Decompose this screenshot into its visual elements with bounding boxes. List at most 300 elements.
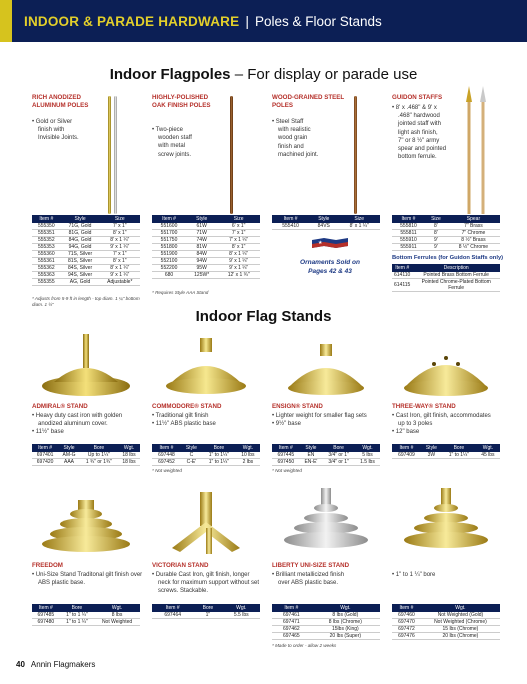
table-header-cell: Wgt. [421,604,500,612]
table-cell: 555811 [392,230,425,237]
stand-desc-victorian [152,571,270,596]
table-header-row [152,215,260,223]
desc-line: • Uni-Size Stand Traditonal gilt finish over [32,572,143,578]
page-header [0,0,527,42]
table-row [152,237,260,244]
table-header-cell: Bore [193,604,222,612]
table-row [32,459,140,466]
header-subsection: Poles & Floor Stands [254,13,382,29]
desc-line: wood grain [278,135,308,142]
desc-line: • Two-piece [152,127,184,133]
table-cell: 8' x 1 ¼" [100,265,140,272]
table-header-cell: Size [100,215,140,223]
table-cell: 9' [425,237,447,244]
table-cell: 555353 [32,244,61,251]
page-footer [16,660,95,669]
table-cell: 1" to 1¼" [202,459,236,466]
table-cell: 94G, Gold [61,244,100,251]
table-cell: 614115 [392,279,412,292]
table-cell: 2 lbs [236,459,260,466]
table-cell: 9' [425,244,447,251]
note-oak: * Requires Style AAA Stand [152,290,209,295]
table-header-cell: Bore [322,444,355,452]
table-header-row [272,215,380,223]
liberty-gold-stand-image [392,488,500,558]
pole-desc-steel [272,118,342,159]
badge-line1: Ornaments Sold on [300,259,360,266]
table-cell: 555362 [32,265,61,272]
table-header-cell: Style [58,444,80,452]
desc-line: • 1" to 1 ¼" bore [392,572,436,578]
table-header-cell: Size [425,215,447,223]
table-guidon [392,215,500,251]
table-cell: 9' x 1 ¼" [100,272,140,279]
desc-line: screws. Stackable. [158,588,209,595]
liberty-stand-image [272,488,380,558]
desc-line: • Steel Staff [272,119,304,125]
desc-line: up to 3 poles [398,421,433,428]
poles-heading [0,66,527,83]
poles-heading-subtitle: – For display or parade use [234,66,418,83]
desc-line: spear and pointed [398,146,447,153]
table-header-cell: Item # [152,215,186,223]
desc-line: • Cast Iron, gilt finish, accommodates [392,413,491,419]
oak-pole-image [230,96,233,214]
table-cell: 94S, Silver [61,272,100,279]
table-cell: Up to 1¼" [80,452,118,459]
table-cell: 18 lbs [118,459,140,466]
note-commodore: * Not weighted [152,468,182,473]
table-header-cell: Item # [272,215,309,223]
table-cell: 8' [425,223,447,230]
flag-ornament-icon [312,236,348,250]
pole-title-oak: HIGHLY-POLISHED OAK FINISH POLES [152,94,211,109]
pole-desc-oak [152,126,222,159]
table-cell: 697401 [32,452,58,459]
table-header-cell: Item # [32,604,60,612]
table-row [32,237,140,244]
table-cell: 555910 [392,237,425,244]
table-cell: Not Weighted [94,619,140,626]
table-cell: 6' x 1" [217,223,260,230]
table-row [392,272,500,279]
table-cell: 8 lbs [94,612,140,619]
table-row [152,265,260,272]
table-header-cell: Style [421,444,442,452]
table-row [392,626,500,633]
table-ensign [272,444,380,466]
table-row [152,244,260,251]
desc-line: with metal [158,143,186,150]
table-header-cell: Item # [32,444,58,452]
table-cell: 697450 [272,459,300,466]
table-cell: 697460 [392,612,421,619]
table-cell: 1" to 1¼" [202,452,236,459]
victorian-stand-image [152,492,260,558]
poles-heading-title: Indoor Flagpoles [109,66,231,83]
table-row [32,279,140,286]
table-cell: 15 lbs (Chrome) [421,626,500,633]
guidon-spear-pole-image [462,86,476,214]
table-cell: 555410 [272,223,309,230]
table-cell: 697420 [32,459,58,466]
freedom-stand-image [32,492,140,558]
table-cell: 697476 [392,633,421,640]
header-separator: | [245,13,249,29]
table-cell: 555363 [32,272,61,279]
stand-title-ensign: ENSIGN® STAND [272,403,323,410]
table-header-cell: Wgt. [476,444,500,452]
table-cell: 3/4" or 1" [322,452,355,459]
desc-line: wooden staff [158,135,192,142]
badge-line2: Pages 42 & 43 [308,268,352,275]
table-cell: 81S, Silver [61,258,100,265]
table-cell: 8' [425,230,447,237]
table-cell: 680 [152,272,186,279]
table-cell: 8' x 1" [100,230,140,237]
table-row [392,237,500,244]
table-header-cell: Wgt. [94,604,140,612]
table-cell: 15lbs (King) [311,626,380,633]
table-cell: 81G, Gold [61,230,100,237]
table-cell: 1.5 lbs [355,459,380,466]
table-header-cell: Item # [152,604,193,612]
stand-desc-liberty-bore [392,571,510,579]
table-cell: 555352 [32,237,61,244]
table-three-way [392,444,500,459]
table-header-cell: Wgt. [355,444,380,452]
desc-line: • Lighter weight for smaller flag sets [272,413,367,419]
stand-desc-liberty [272,571,390,587]
table-cell: 555355 [32,279,61,286]
table-header-row [32,604,140,612]
stand-desc-commodore [152,412,270,428]
svg-text:★: ★ [318,240,323,246]
stand-title-three-way: THREE-WAY® STAND [392,403,456,410]
table-header-cell: Item # [152,444,181,452]
table-commodore [152,444,260,466]
table-cell: 84W [186,251,217,258]
table-header-row [392,215,500,223]
desc-line: • 11½" ABS plastic base [152,421,216,428]
table-cell: 697472 [392,626,421,633]
footer-brand: Annin Flagmakers [30,660,96,669]
stand-desc-freedom [32,571,150,587]
table-cell: 10 lbs [236,452,260,459]
table-cell: 8' x 1" [217,244,260,251]
table-cell: 7' x 1 ¼" [217,237,260,244]
table-cell: 697480 [32,619,60,626]
table-header-cell: Style [61,215,100,223]
stand-title-freedom: FREEDOM [32,562,63,569]
table-cell: 1 ¾" or 1¾" [80,459,118,466]
ensign-stand-image [272,340,380,400]
table-header-cell: Description [412,264,500,272]
table-cell: 697470 [392,619,421,626]
stand-desc-three-way [392,412,510,437]
table-header-cell: Item # [392,444,421,452]
table-cell: 8' x 1 ¼" [100,237,140,244]
table-cell: 697462 [272,626,311,633]
table-cell: 45 lbs [476,452,500,459]
table-row [272,459,380,466]
table-cell: 555360 [32,251,61,258]
table-row [152,251,260,258]
pole-desc-aluminum [32,118,102,143]
table-cell: 71G, Gold [61,223,100,230]
table-cell: 1" [193,612,222,619]
table-header-cell: Spear [447,215,500,223]
table-row [32,244,140,251]
page-number: 40 [16,660,25,669]
table-cell: Not Weighted (Gold) [421,612,500,619]
table-header-row [392,604,500,612]
note-liberty: * Made to order - allow 2 weeks [272,643,337,648]
table-row [32,619,140,626]
table-cell: 5.5 lbs [223,612,261,619]
desc-line: • 11½" base [32,429,64,436]
table-cell: 1" to 1 ¼" [60,619,94,626]
table-row [272,626,380,633]
table-header-cell: Bore [202,444,236,452]
table-cell: 84S, Silver [61,265,100,272]
table-row [392,633,500,640]
table-cell: 8 ½" Chrome [447,244,500,251]
table-steel [272,215,380,230]
table-header-row [392,264,500,272]
table-cell: 7" Brass [447,223,500,230]
desc-line: bottom ferrule. [398,154,437,161]
table-row [152,459,260,466]
table-cell: 8 lbs (Gold) [311,612,380,619]
note-ensign: * Not weighted [272,468,302,473]
table-row [152,272,260,279]
table-cell: Pointed Brass Bottom Ferrule [412,272,500,279]
desc-line: finish and [278,143,304,150]
table-header-cell: Wgt. [236,444,260,452]
stands-heading: Indoor Flag Stands [195,308,332,325]
desc-line: jointed staff with [398,121,441,128]
desc-line: 7" or 8 ½" army [398,137,440,144]
stand-title-victorian: VICTORIAN STAND [152,562,209,569]
table-cell: 84VS [309,223,338,230]
table-oak [152,215,260,279]
pole-title-aluminum: RICH ANODIZED ALUMINUM POLES [32,94,89,109]
desc-line: machined joint. [278,151,319,158]
table-cell: 551800 [152,244,186,251]
table-header-cell: Wgt. [311,604,380,612]
table-cell: 125W* [186,272,217,279]
table-cell: 61W [186,223,217,230]
table-header-row [152,604,260,612]
stand-title-liberty: LIBERTY UNI-SIZE STAND [272,562,350,569]
table-row [392,244,500,251]
table-cell: 71W [186,230,217,237]
gold-pole-image [108,96,111,214]
table-cell: 1" to 1¼" [442,452,476,459]
table-row [272,619,380,626]
desc-line: • Durable Cast Iron, gilt finish, longer [152,572,250,578]
desc-line: • 12" base [392,429,420,436]
table-cell: 697445 [272,452,300,459]
table-cell: 555911 [392,244,425,251]
table-cell: 74W [186,237,217,244]
three-way-stand-image [392,344,500,400]
table-header-row [32,444,140,452]
table-row [152,230,260,237]
table-cell: AM-G [58,452,80,459]
desc-line: • Heavy duty cast iron with golden [32,413,123,419]
table-cell: 81W [186,244,217,251]
table-header-cell: Item # [32,215,61,223]
table-cell: 551700 [152,230,186,237]
table-cell: 551900 [152,251,186,258]
desc-line: .468" hardwood [398,113,440,120]
guidon-chrome-pole-image [476,86,490,214]
table-cell: 555810 [392,223,425,230]
table-header-cell: Style [186,215,217,223]
table-row [152,258,260,265]
table-cell: 12' x 1 ¾" [217,272,260,279]
table-header-cell: Item # [392,604,421,612]
stand-desc-admiral [32,412,150,437]
header-section: INDOOR & PARADE HARDWARE [24,13,240,29]
table-cell: 95W [186,265,217,272]
table-header-cell: Size [217,215,260,223]
desc-line: • 9½" base [272,421,301,428]
table-cell: 8 ½" Brass [447,237,500,244]
desc-line: over ABS plastic base. [278,580,339,587]
pole-title-steel: WOOD-GRAINED STEEL POLES [272,94,345,109]
table-cell: 7' x 1" [100,223,140,230]
table-cell: 9' x 1 ¼" [217,265,260,272]
table-cell: 7' x 1" [100,251,140,258]
table-row [152,223,260,230]
table-cell: AAA [58,459,80,466]
table-row [32,272,140,279]
table-cell: 697452 [152,459,181,466]
table-header-row [32,215,140,223]
table-row [32,251,140,258]
silver-pole-image [114,96,117,214]
table-aluminum [32,215,140,286]
table-cell: 697448 [152,452,181,459]
table-cell: 8' x 1" [100,258,140,265]
table-header-cell: Bore [442,444,476,452]
table-cell: 20 lbs (Super) [311,633,380,640]
table-cell: Not Weighted (Chrome) [421,619,500,626]
table-freedom [32,604,140,626]
table-row [32,258,140,265]
table-ferrule [392,264,500,292]
pole-title-guidon: GUIDON STAFFS [392,94,443,101]
table-header-cell: Item # [272,604,311,612]
table-header-row [272,604,380,612]
table-row [152,612,260,619]
table-cell: 555351 [32,230,61,237]
table-row [32,230,140,237]
table-header-row [392,444,500,452]
table-cell: EN [300,452,323,459]
table-admiral [32,444,140,466]
table-cell: 614110 [394,272,411,278]
table-cell: 552100 [152,258,186,265]
table-cell: 5 lbs [355,452,380,459]
table-cell: 697464 [152,612,193,619]
table-cell: 555361 [32,258,61,265]
stand-title-admiral: ADMIRAL® STAND [32,403,88,410]
table-liberty [272,604,380,640]
table-cell: 551600 [152,223,186,230]
table-header-cell: Item # [392,264,412,272]
table-header-cell: Style [181,444,202,452]
desc-line: with realistic [278,127,311,134]
table-liberty-unweighted [392,604,500,640]
table-header-row [272,444,380,452]
ferrules-title: Bottom Ferrules (for Guidon Staffs only) [392,255,504,261]
table-victorian [152,604,260,619]
ornaments-badge [290,258,370,276]
table-row [32,223,140,230]
table-header-cell: Style [309,215,338,223]
stand-desc-ensign [272,412,390,428]
desc-line: Invisible Joints. [38,135,79,142]
table-header-cell: Size [338,215,380,223]
desc-line: • 8' x .468" & 9' x [392,105,437,111]
table-cell: Adjustable* [100,279,140,286]
table-cell: 3/4" or 1" [322,459,355,466]
table-cell: EN-E' [300,459,323,466]
table-row [272,223,380,230]
table-cell: C-E' [181,459,202,466]
table-row [392,279,500,292]
table-cell: 8' x 1 ¼" [338,223,380,230]
table-cell: Pointed Chrome-Plated Bottom Ferrule [412,279,500,292]
admiral-stand-image [32,334,140,400]
table-header-cell: Wgt. [223,604,261,612]
table-cell: 18 lbs [118,452,140,459]
table-cell: 20 lbs (Chrome) [421,633,500,640]
table-header-cell: Bore [80,444,118,452]
table-cell: 9' x 1 ¼" [100,244,140,251]
stand-title-commodore: COMMODORE® STAND [152,403,222,410]
table-cell: 9' x 1 ¼" [217,258,260,265]
table-cell: 697471 [272,619,311,626]
table-header-cell: Style [300,444,323,452]
table-cell: 7' x 1" [217,230,260,237]
table-cell: 555350 [32,223,61,230]
table-cell: 697409 [392,452,421,459]
table-cell: 8' x 1 ¼" [217,251,260,258]
table-cell: 8 lbs (Chrome) [311,619,380,626]
commodore-stand-image [152,334,260,400]
table-header-cell: Item # [392,215,425,223]
table-header-cell: Item # [272,444,300,452]
table-cell: 3W [421,452,442,459]
table-cell: 84G, Gold [61,237,100,244]
table-header-row [152,444,260,452]
table-cell: 1" to 1 ¼" [60,612,94,619]
desc-line: • Brilliant metallicized finish [272,572,345,578]
header-accent-tab [0,0,12,42]
table-row [272,633,380,640]
table-cell: 71S, Silver [61,251,100,258]
desc-line: light ash finish, [398,129,438,136]
table-cell: 7" Chrome [447,230,500,237]
desc-line: finish with [38,127,65,134]
table-cell: 697465 [272,633,311,640]
desc-line: ABS plastic base. [38,580,86,587]
